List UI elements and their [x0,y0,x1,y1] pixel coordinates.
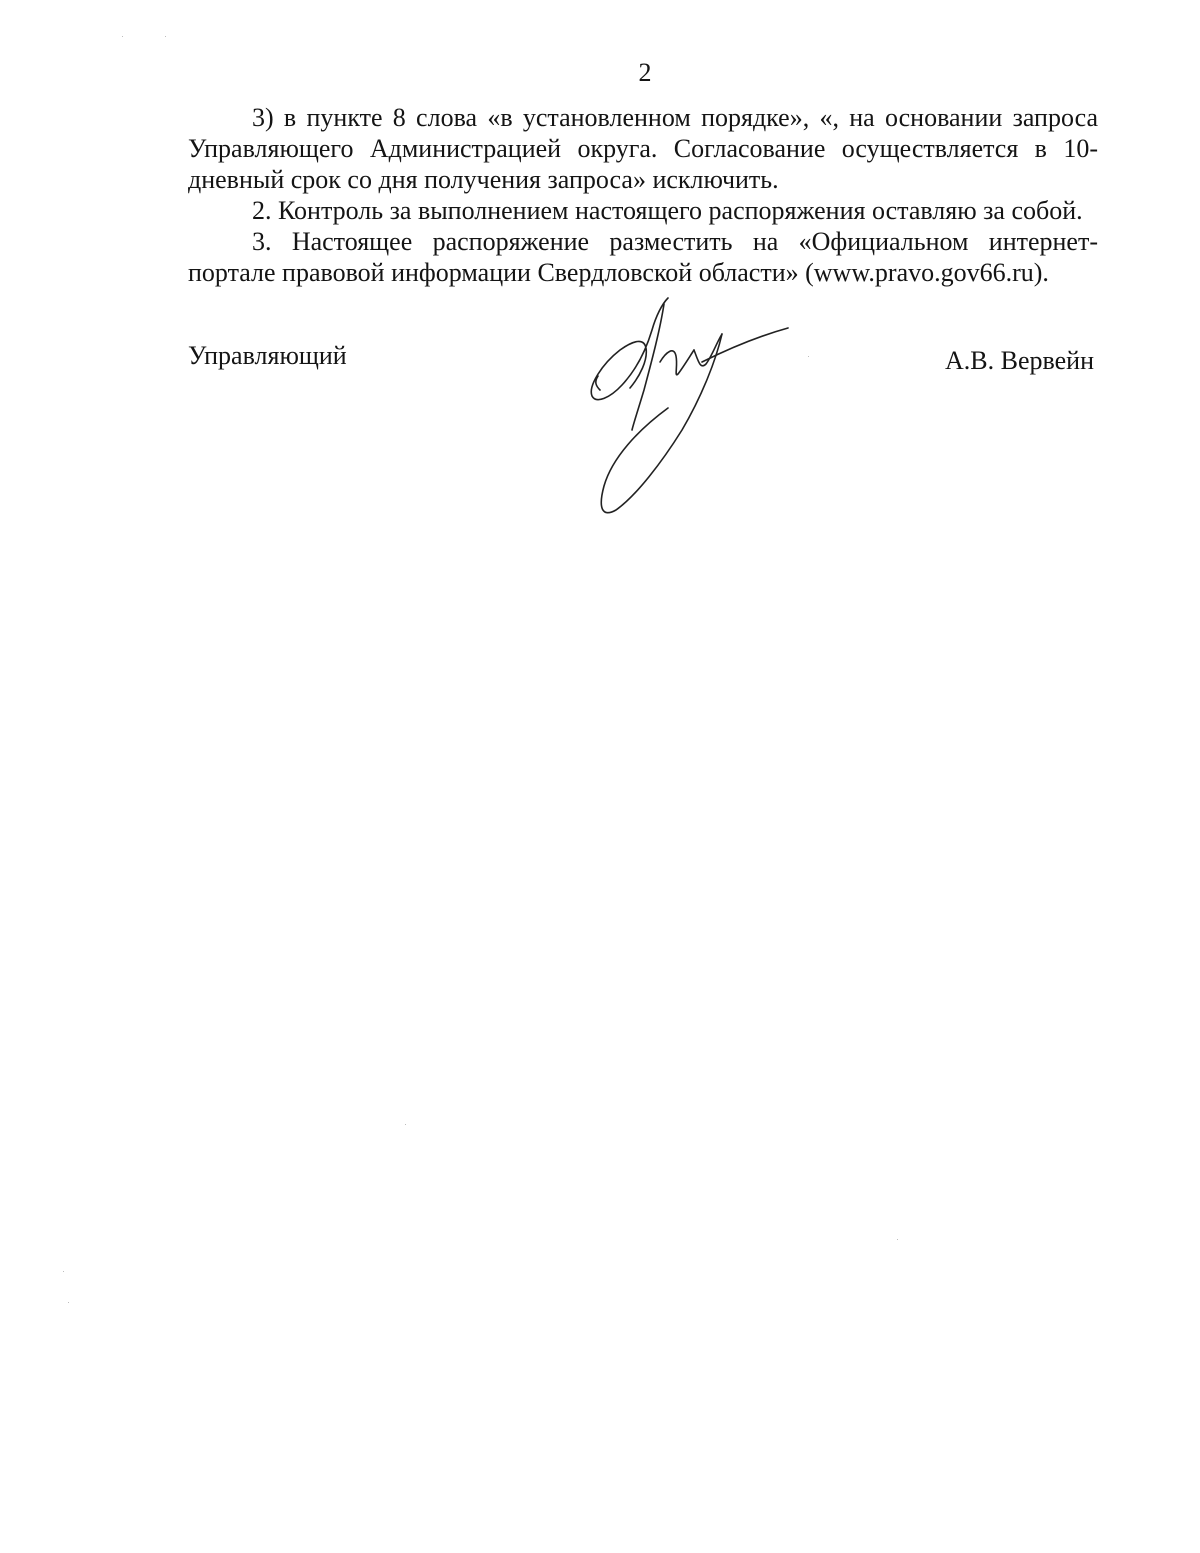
scan-speck [63,1271,64,1272]
paragraph-publication: 3. Настоящее распоряжение разместить на «Официальном интернет-портале правовой информации Свердловской области» (www.pravo.gov66.ru). [188,227,1098,287]
signer-name: А.В. Вервейн [945,346,1094,375]
page-number: 2 [638,58,652,87]
paragraph-item-3-amendment: 3) в пункте 8 слова «в установленном порядке», «, на основании запроса Управляющего Администрацией округа. Согласование осуществляется в 10-дневный срок со дня получения запроса» исключить. [188,103,1098,194]
signer-position-title: Управляющий [188,341,347,370]
scan-speck [165,36,166,37]
document-body [188,102,1098,288]
handwritten-signature [582,290,802,520]
scan-speck [897,1239,898,1240]
scan-speck [808,356,809,357]
scan-speck [405,1124,406,1125]
scan-speck [68,1302,69,1303]
paragraph-control: 2. Контроль за выполнением настоящего распоряжения оставляю за собой. [252,196,1083,225]
scan-speck [122,36,123,37]
